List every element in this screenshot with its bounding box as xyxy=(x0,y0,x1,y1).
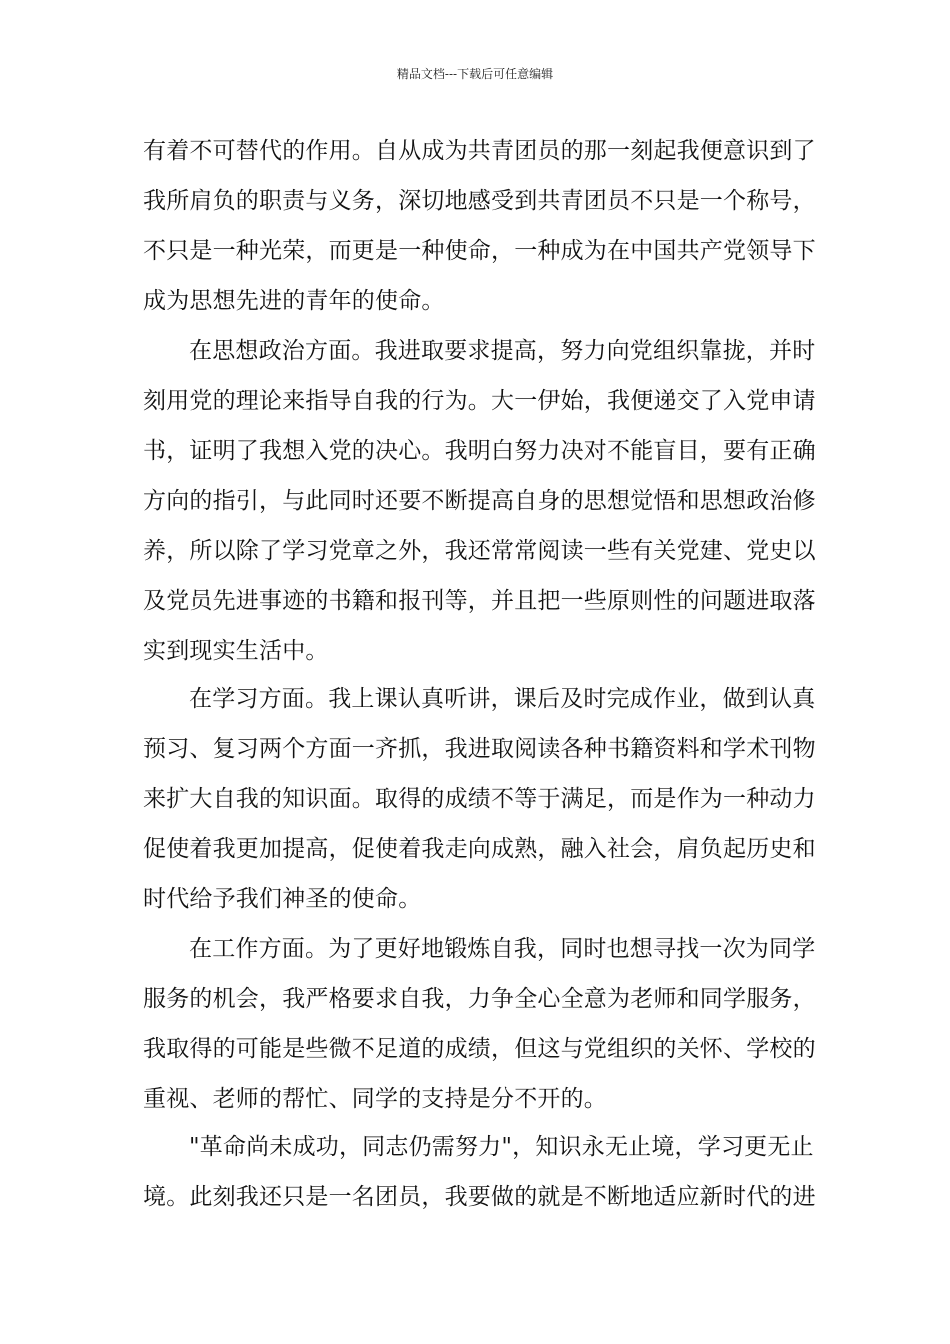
paragraph-start-line: 在学习方面。我上课认真听讲，课后及时完成作业，做到认真 xyxy=(189,686,816,712)
text-line: 养，所以除了学习党章之外，我还常常阅读一些有关党建、党史以 xyxy=(143,538,816,564)
text-line: 服务的机会，我严格要求自我，力争全心全意为老师和同学服务， xyxy=(143,986,816,1012)
text-line: 实到现实生活中。 xyxy=(143,638,329,664)
text-line: 成为思想先进的青年的使命。 xyxy=(143,288,445,314)
text-line: 方向的指引，与此同时还要不断提高自身的思想觉悟和思想政治修 xyxy=(143,488,816,514)
paragraph-start-line: "革命尚未成功，同志仍需努力"，知识永无止境，学习更无止 xyxy=(189,1134,814,1160)
text-line: 我取得的可能是些微不足道的成绩，但这与党组织的关怀、学校的 xyxy=(143,1036,816,1062)
paragraph-start-line: 在思想政治方面。我进取要求提高，努力向党组织靠拢，并时 xyxy=(189,338,816,364)
text-line: 刻用党的理论来指导自我的行为。大一伊始，我便递交了入党申请 xyxy=(143,388,816,414)
text-line: 预习、复习两个方面一齐抓，我进取阅读各种书籍资料和学术刊物 xyxy=(143,736,816,762)
page-header: 精品文档---下载后可任意编辑 xyxy=(396,67,554,81)
text-line: 来扩大自我的知识面。取得的成绩不等于满足，而是作为一种动力 xyxy=(143,786,816,812)
text-line: 不只是一种光荣，而更是一种使命，一种成为在中国共产党领导下 xyxy=(143,238,816,264)
text-line: 重视、老师的帮忙、同学的支持是分不开的。 xyxy=(143,1086,607,1112)
text-line: 有着不可替代的作用。自从成为共青团员的那一刻起我便意识到了 xyxy=(143,138,816,164)
text-line: 书，证明了我想入党的决心。我明白努力决对不能盲目，要有正确 xyxy=(143,438,816,464)
text-line: 促使着我更加提高，促使着我走向成熟，融入社会，肩负起历史和 xyxy=(143,836,816,862)
paragraph-start-line: 在工作方面。为了更好地锻炼自我，同时也想寻找一次为同学 xyxy=(189,936,816,962)
text-line: 时代给予我们神圣的使命。 xyxy=(143,886,422,912)
text-line: 我所肩负的职责与义务，深切地感受到共青团员不只是一个称号， xyxy=(143,188,816,214)
text-line: 及党员先进事迹的书籍和报刊等，并且把一些原则性的问题进取落 xyxy=(143,588,816,614)
text-line: 境。此刻我还只是一名团员，我要做的就是不断地适应新时代的进 xyxy=(143,1184,816,1210)
